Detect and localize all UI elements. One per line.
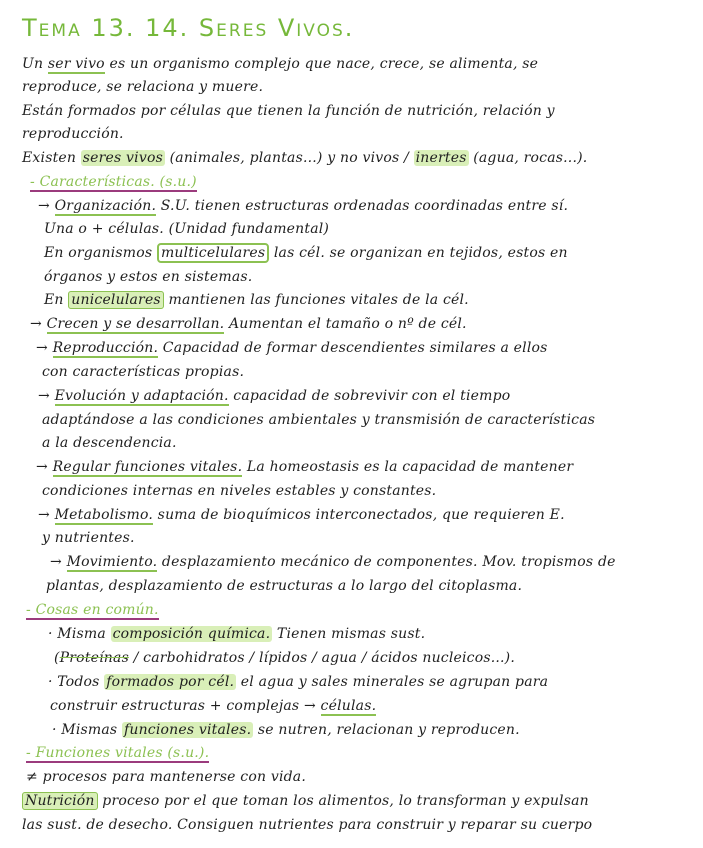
text: suma de bioquímicos interconectados, que requieren E.	[153, 507, 565, 523]
reg-line-2: condiciones internas en niveles estables y constantes.	[42, 483, 437, 499]
heading-text: - Cosas en común.	[26, 602, 159, 618]
text: desplazamiento mecánico de componentes. Mov. tropismos de	[157, 554, 616, 570]
text: el agua y sales minerales se agrupan para	[236, 674, 549, 690]
text: capacidad de sobrevivir con el tiempo	[228, 388, 511, 404]
text: Capacidad de formar descendientes similares a ellos	[158, 340, 548, 356]
crecen-line	[30, 314, 467, 334]
intro-line-1	[22, 54, 538, 74]
arrow: →	[50, 554, 67, 570]
term-reproduccion: Reproducción.	[52, 340, 159, 356]
intro-line-2: reproduce, se relaciona y muere.	[22, 79, 264, 95]
text: mantienen las funciones vitales de la cél.	[163, 292, 469, 308]
multi-line-2: órganos y estos en sistemas.	[44, 269, 253, 285]
struck-word: Proteínas	[59, 650, 129, 666]
term-regular: Regular funciones vitales.	[52, 459, 243, 475]
intro-line-5	[22, 148, 587, 168]
text: (agua, rocas...).	[468, 150, 588, 166]
text: En organismos	[44, 245, 157, 261]
section-heading-caracteristicas	[30, 172, 197, 192]
arrow: →	[38, 507, 55, 523]
text: / carbohidratos / lípidos / agua / ácidos nucleicos...).	[128, 650, 515, 666]
term-metabolismo: Metabolismo.	[54, 507, 154, 523]
keyword-celulas: células.	[320, 698, 377, 714]
arrow: →	[30, 316, 47, 332]
org-line-1	[38, 196, 568, 216]
repro-line-1	[36, 338, 548, 358]
keyword-composicion: composición química.	[112, 626, 271, 642]
keyword-nutricion: Nutrición	[22, 792, 98, 810]
org-line-2: Una o + células. (Unidad fundamental)	[44, 221, 330, 237]
comun-2-line-2	[50, 696, 376, 716]
uni-line	[44, 290, 469, 310]
text: Aumentan el tamaño o nº de cél.	[224, 316, 467, 332]
intro-line-3: Están formados por células que tienen la función de nutrición, relación y	[22, 103, 555, 119]
evo-line-3: a la descendencia.	[42, 435, 177, 451]
evo-line-1	[38, 386, 510, 406]
term-movimiento: Movimiento.	[66, 554, 158, 570]
met-line-1	[38, 505, 565, 525]
text: (animales, plantas...) y no vivos /	[164, 150, 414, 166]
keyword-ser-vivo: ser vivo	[47, 56, 105, 72]
text: En	[44, 292, 69, 308]
text: es un organismo complejo que nace, crece, se alimenta, se	[104, 56, 539, 72]
term-organizacion: Organización.	[54, 198, 157, 214]
arrow: →	[38, 388, 55, 404]
text: se nutren, relacionan y reproducen.	[253, 722, 520, 738]
arrow: →	[36, 459, 53, 475]
term-evolucion: Evolución y adaptación.	[54, 388, 229, 404]
keyword-seres-vivos: seres vivos	[82, 150, 163, 166]
text: La homeostasis es la capacidad de mantener	[242, 459, 574, 475]
arrow: →	[38, 198, 55, 214]
mov-line-2: plantas, desplazamiento de estructuras a lo largo del citoplasma.	[46, 578, 523, 594]
keyword-funciones: funciones vitales.	[123, 722, 252, 738]
heading-text: - Funciones vitales (s.u.).	[26, 745, 210, 761]
funciones-line-1: ≠ procesos para mantenerse con vida.	[26, 769, 306, 785]
multi-line-1	[44, 243, 568, 263]
keyword-unicelulares: unicelulares	[68, 291, 164, 309]
comun-2-line-1	[48, 672, 548, 692]
text: Existen	[22, 150, 81, 166]
text: construir estructuras + complejas →	[50, 698, 321, 714]
comun-1-line-2	[54, 648, 515, 668]
comun-3-line	[52, 720, 520, 740]
met-line-2: y nutrientes.	[42, 530, 135, 546]
text: · Misma	[48, 626, 111, 642]
text: las cél. se organizan en tejidos, estos en	[269, 245, 568, 261]
nutricion-line-1	[22, 791, 589, 811]
repro-line-2: con características propias.	[42, 364, 245, 380]
section-heading-cosas-en-comun	[26, 600, 159, 620]
text: · Todos	[48, 674, 105, 690]
mov-line-1	[50, 552, 616, 572]
text: (	[54, 650, 60, 666]
comun-1-line-1	[48, 624, 425, 644]
keyword-inertes: inertes	[415, 150, 467, 166]
heading-text: - Características. (s.u.)	[30, 174, 197, 190]
keyword-formados: formados por cél.	[106, 674, 235, 690]
text: S.U. tienen estructuras ordenadas coordinadas entre sí.	[156, 198, 569, 214]
text: Tienen mismas sust.	[272, 626, 426, 642]
nutricion-line-2: las sust. de desecho. Consiguen nutrientes para construir y reparar su cuerpo	[22, 817, 593, 833]
reg-line-1	[36, 457, 573, 477]
evo-line-2: adaptándose a las condiciones ambientales y transmisión de características	[42, 412, 596, 428]
term-crecen: Crecen y se desarrollan.	[46, 316, 225, 332]
text: proceso por el que toman los alimentos, lo transforman y expulsan	[97, 793, 589, 809]
page-title: Tema 13. 14. Seres Vivos.	[22, 14, 355, 42]
intro-line-4: reproducción.	[22, 126, 124, 142]
keyword-multicelulares: multicelulares	[157, 243, 269, 263]
text: · Mismas	[52, 722, 122, 738]
text: Un	[22, 56, 48, 72]
arrow: →	[36, 340, 53, 356]
section-heading-funciones-vitales	[26, 743, 209, 763]
